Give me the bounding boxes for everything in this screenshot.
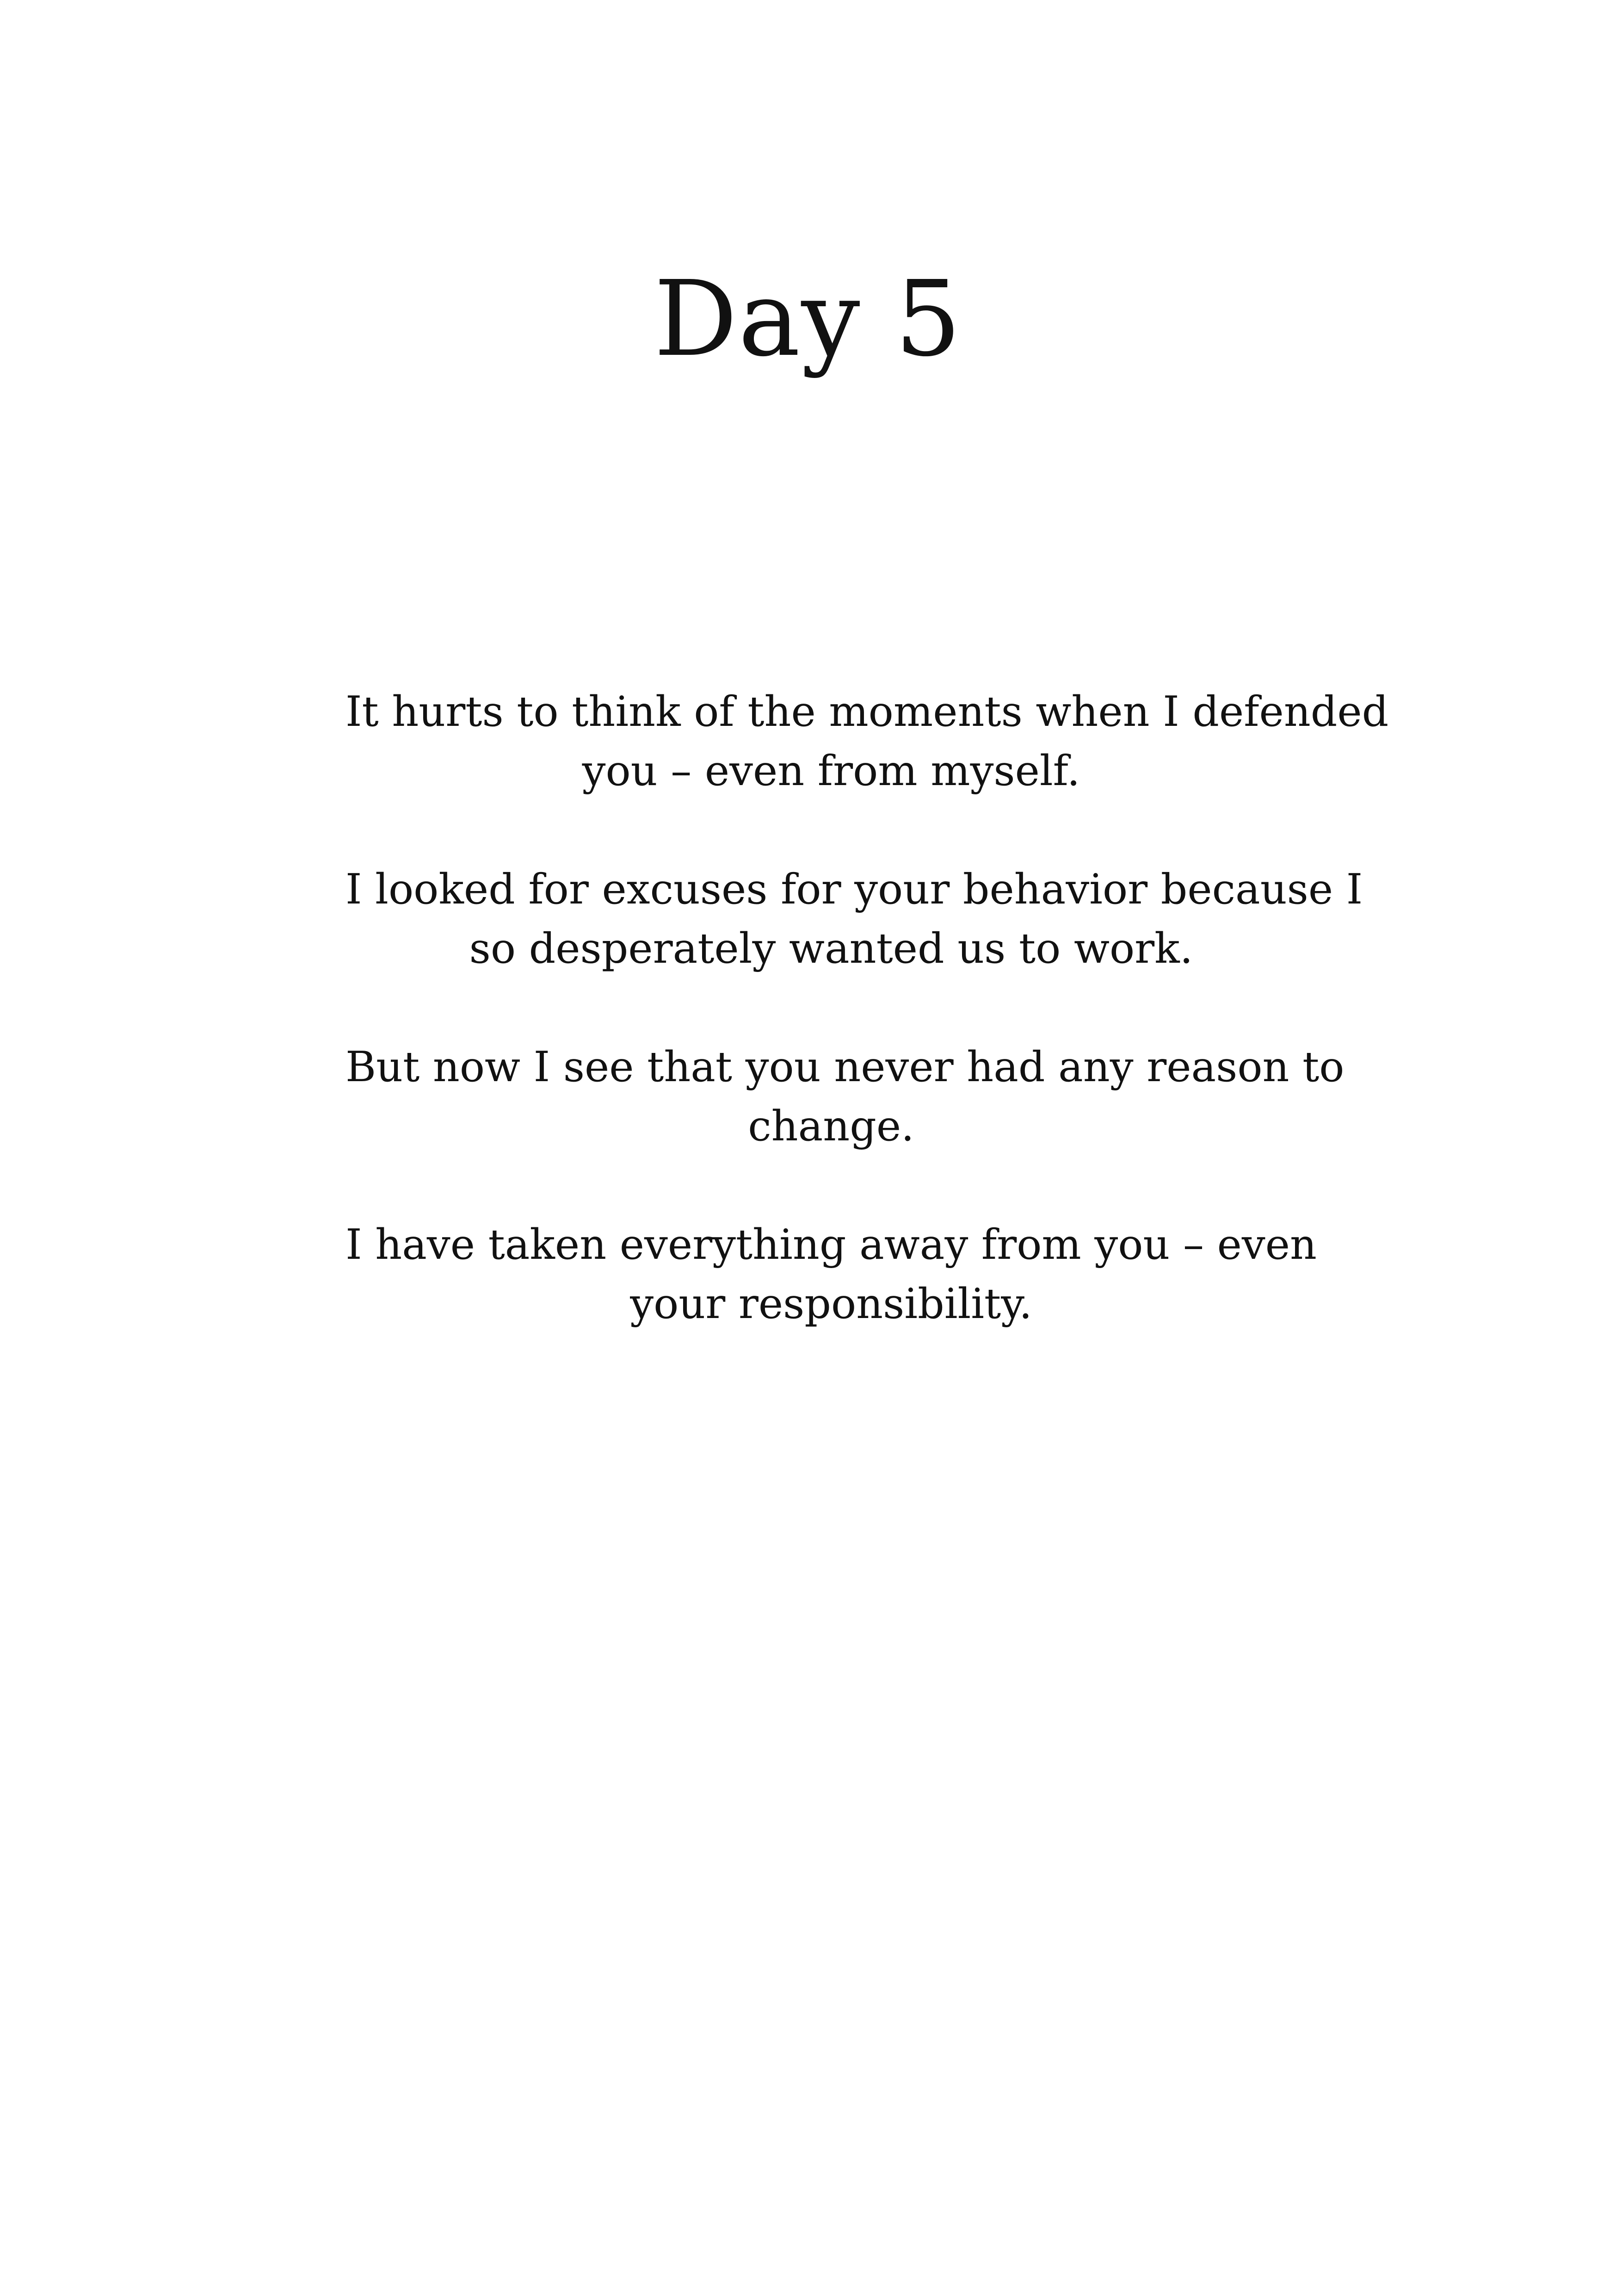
text-line: so desperately wanted us to work. [469,924,1193,973]
body-text [345,682,1389,1393]
text-line: I have taken everything away from you – even [345,1220,1317,1269]
text-line: It hurts to think of the moments when I defended [345,687,1389,736]
text-line: I looked for excuses for your behavior because I [345,865,1363,914]
paragraph [345,1215,1317,1334]
text-line: change. [748,1102,914,1151]
paragraph [345,860,1363,978]
paragraph [345,682,1389,801]
text-line: But now I see that you never had any reason to [345,1043,1345,1091]
page-title: Day 5 [654,259,962,380]
text-line: you – even from myself. [582,747,1080,795]
paragraph [345,1038,1345,1156]
text-line: your responsibility. [630,1280,1032,1328]
